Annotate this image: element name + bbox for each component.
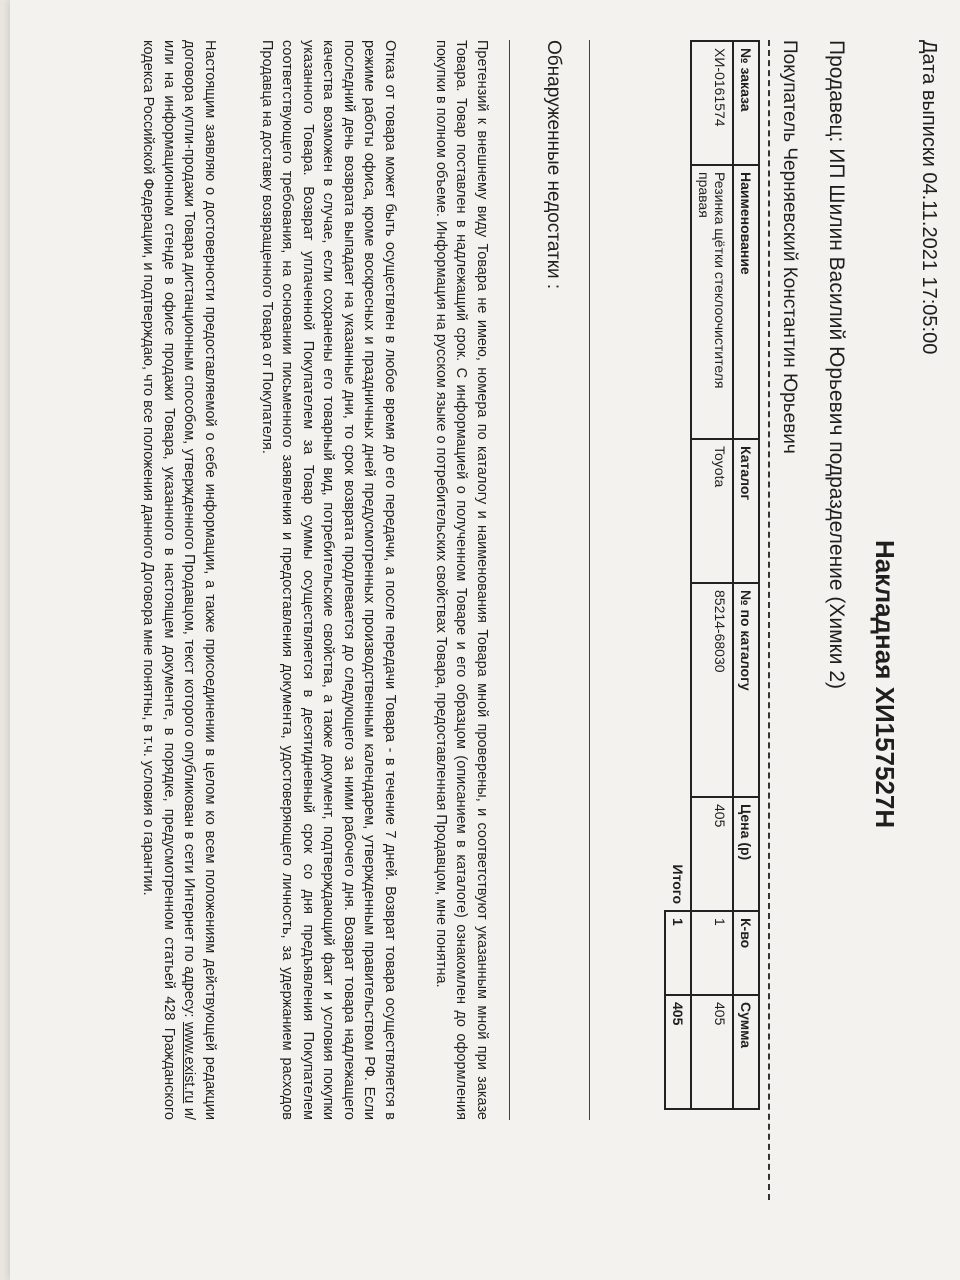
col-catalog-number: № по каталогу — [733, 583, 759, 797]
cell-catalog-number: 85214-68030 — [691, 583, 733, 797]
col-qty: К-во — [733, 911, 759, 995]
dashed-divider — [768, 40, 770, 1200]
col-sum: Сумма — [733, 995, 759, 1109]
agreement-paragraph — [138, 40, 220, 1120]
table-row — [691, 41, 733, 1109]
blank-line-2 — [509, 40, 510, 1120]
cell-catalog: Toyota — [691, 439, 733, 583]
seller-line: Продавец: ИП Шилин Василий Юрьевич подразделение (Химки 2) — [825, 40, 848, 690]
return-policy-paragraph: Отказ от товара может быть осуществлен в любое время до его передачи, а после передачи Товара - в течение 7 дней. Возврат товара осуществляется в режиме работы офиса, кроме воскресных и праздничных дней предусмотренных производственным календарем, утвержденным правительством РФ. Если последний день возврата выпадает на указанные дни, то срок возврата продлевается до следующего за ними рабочего дня. Возврат товара надлежащего качества возможен в случае, если сохранены его товарный вид, потребительские свойства, а также документ, подтверждающий факт и условия покупки указанного Товара. Возврат уплаченной Покупателем за Товар суммы осуществляется в десятидневный срок со дня предъявления Покупателем соответствующего требования, на основании письменного заявления и предоставления документа, удостоверяющего личность, за удержанием расходов Продавца на доставку возвращенного Товара от Покупателя. — [258, 40, 398, 1120]
cell-qty: 1 — [691, 911, 733, 995]
invoice-sheet — [10, 0, 960, 1280]
agreement-text-end: и/или на информационном стенде в офисе продажи Товара, указанного в настоящем документе, в порядке, предусмотренном статьей 428 Гражданского кодекса Российской Федерации, и подтверждаю, что все положения данного Договора мне понятны, в т.ч. условия о гарантии. — [140, 40, 198, 1120]
cell-sum: 405 — [691, 995, 733, 1109]
col-name: Наименование — [733, 165, 759, 439]
cell-order-number: ХИ-0161574 — [691, 41, 733, 165]
table-header-row — [733, 41, 759, 1109]
blank-line-1 — [589, 40, 590, 1120]
total-sum: 405 — [665, 995, 691, 1109]
total-qty: 1 — [665, 911, 691, 995]
cell-name: Резинка щётки стеклоочистителя правая — [691, 165, 733, 439]
col-order-number: № заказа — [733, 41, 759, 165]
buyer-line: Покупатель Черняевский Константин Юрьевич — [779, 40, 800, 454]
col-price: Цена (р) — [733, 797, 759, 911]
defects-label: Обнаруженные недостатки : — [543, 40, 564, 290]
issue-date: Дата выписки 04.11.2021 17:05:00 — [918, 40, 940, 355]
items-table — [664, 40, 760, 1110]
col-catalog: Каталог — [733, 439, 759, 583]
agreement-text-start: Настоящим заявляю о достоверности предоставляемой о себе информации, а также присоединении в целом ко всем положениям действующей редакции договора купли-продажи Товара дистанционным способом, утвержденного Продавцом, текст которого опубликован в сети Интернет по адресу: — [181, 40, 218, 1120]
total-label: Итого — [670, 864, 686, 904]
cell-price: 405 — [691, 797, 733, 911]
claims-paragraph: Претензий к внешнему виду Товара не имею, номера по каталогу и наименования Товара мной проверены, и соответствуют указанным мной при заказе Товара. Товар поставлен в надлежащий срок. С информацией о полученном Товаре и его образцом (описанием в каталоге) ознакомлен до оформления покупки в полном объеме. Информация на русском языке о потребительских свойствах Товара, предоставленная Продавцом, мне понятна. — [432, 40, 490, 1120]
total-row — [665, 41, 691, 1109]
invoice-title: Накладная ХИ157527Н — [870, 540, 900, 829]
exist-link[interactable]: www.exist.ru — [181, 1021, 198, 1104]
